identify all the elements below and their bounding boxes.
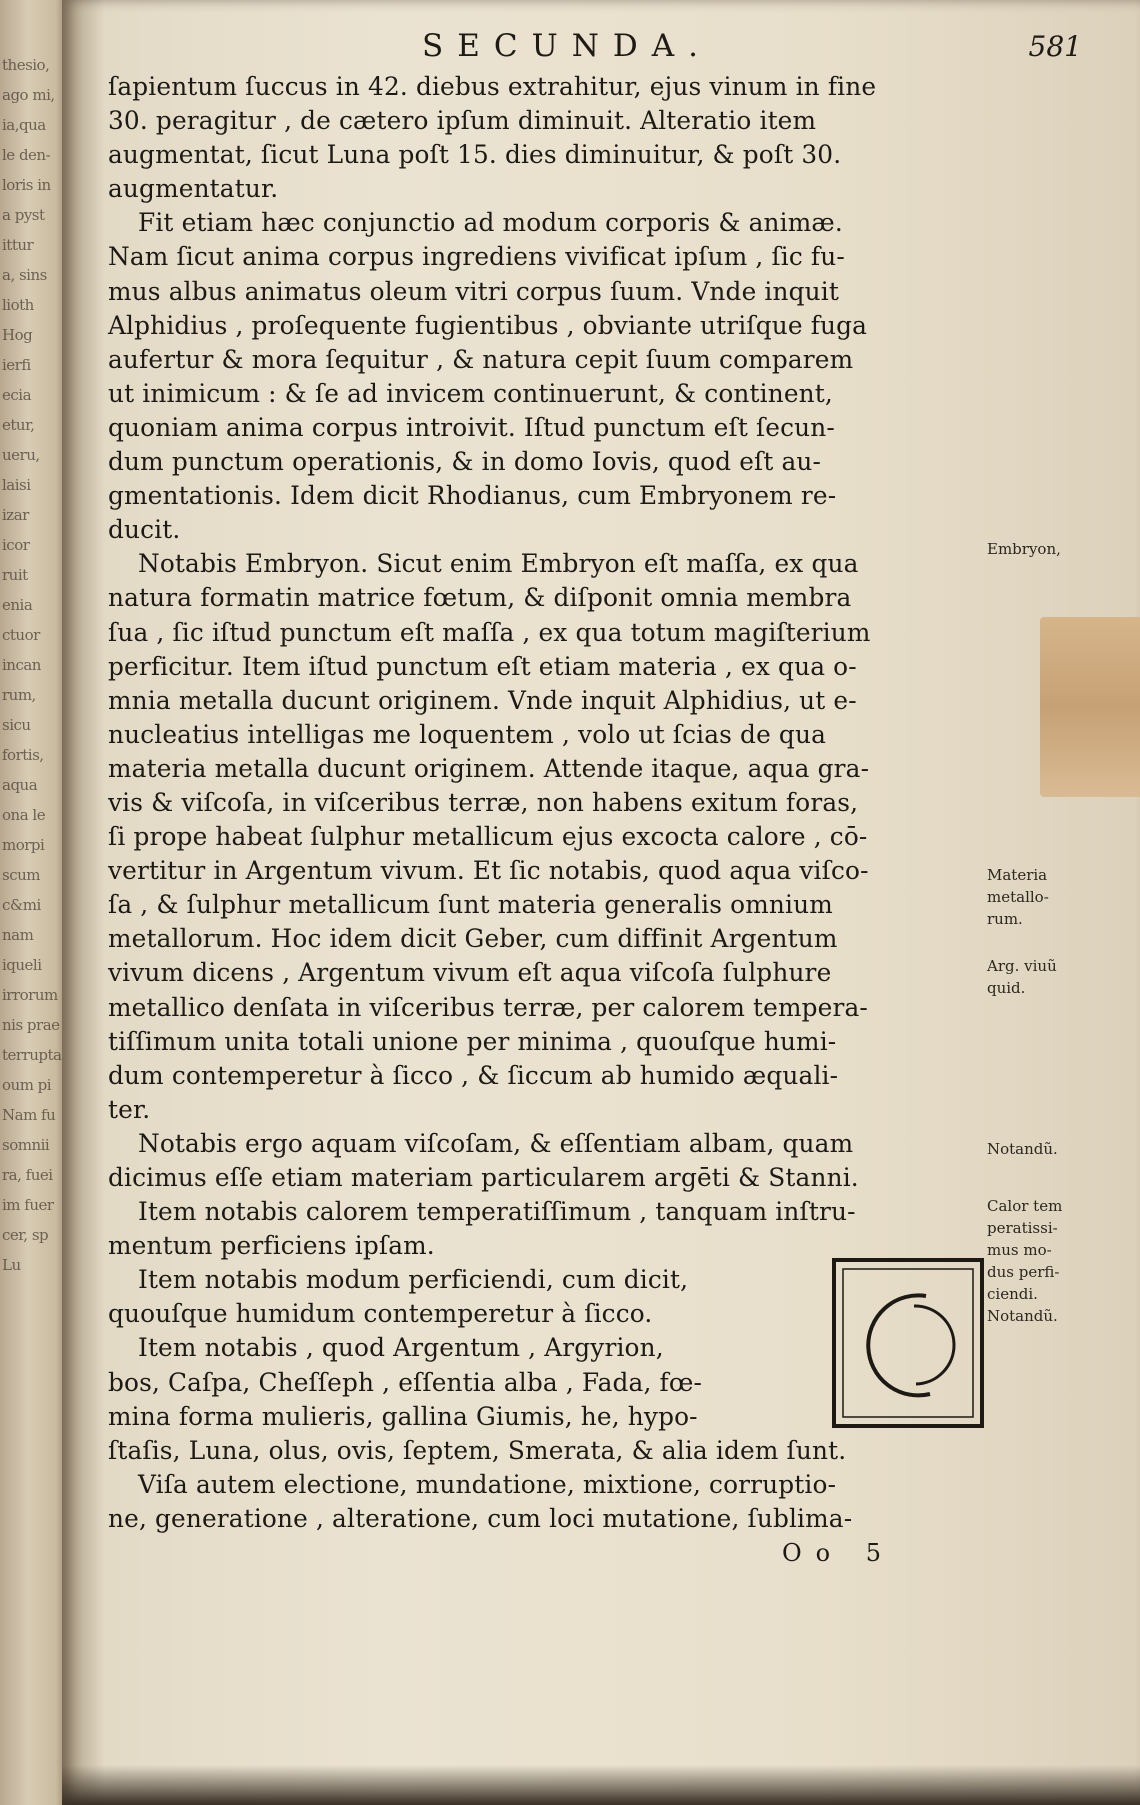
text-line: natura formatin matrice fœtum, & diſponit omnia membra <box>108 583 852 613</box>
paragraph-8 <box>108 1468 908 1536</box>
gutter-fragment: somnii <box>2 1136 50 1154</box>
gutter-fragment: ia,qua <box>2 116 46 134</box>
gutter-fragment: ierfi <box>2 356 31 374</box>
gutter-fragment: nam <box>2 926 34 944</box>
gutter-fragment: fortis, <box>2 746 44 764</box>
paper-tab-marker <box>1040 617 1140 797</box>
margin-note-argentum: Arg. viuũ quid. <box>987 957 1057 997</box>
text-line: vertitur in Argentum vivum. Et ſic notabis, quod aqua viſco- <box>108 856 869 886</box>
text-line: metallico denſata in viſceribus terræ, per calorem tempera- <box>108 992 868 1022</box>
text-line: Item notabis modum perficiendi, cum dicit, <box>138 1265 689 1295</box>
facing-page-edge <box>0 0 70 1805</box>
gutter-fragment: nis prae <box>2 1016 60 1034</box>
margin-note-embryon: Embryon, <box>987 540 1061 558</box>
text-line: bos, Caſpa, Cheſſeph , eſſentia alba , Fada, fœ- <box>108 1367 703 1397</box>
gutter-fragment: lioth <box>2 296 34 314</box>
text-line: metallorum. Hoc idem dicit Geber, cum diffinit Argentum <box>108 924 838 954</box>
text-line: 30. peragitur , de cætero ipſum diminuit. Alteratio item <box>108 106 817 136</box>
text-line: Fit etiam hæc conjunctio ad modum corporis & animæ. <box>138 208 843 238</box>
text-line: mentum perficiens ipſam. <box>108 1231 435 1261</box>
text-line: augmentat, ſicut Luna poſt 15. dies diminuitur, & poſt 30. <box>108 140 842 170</box>
gutter-fragment: laisi <box>2 476 31 494</box>
gutter-fragment: ra, fuei <box>2 1166 53 1184</box>
text-line: mus albus animatus oleum vitri corpus ſuum. Vnde inquit <box>108 276 839 306</box>
gutter-fragment: morpi <box>2 836 45 854</box>
gutter-text-fragments <box>2 50 66 1280</box>
text-line: ter. <box>108 1094 151 1124</box>
gutter-fragment: etur, <box>2 416 35 434</box>
gutter-fragment: cer, sp <box>2 1226 49 1244</box>
gutter-fragment: thesio, <box>2 56 50 74</box>
text-line: augmentatur. <box>108 174 279 204</box>
text-line: Nam ſicut anima corpus ingrediens vivificat ipſum , ſic fu- <box>108 242 845 272</box>
text-line: perficitur. Item iſtud punctum eſt etiam materia , ex qua o- <box>108 651 857 681</box>
text-line: ſtaſis, Luna, olus, ovis, ſeptem, Smerata, & alia idem ſunt. <box>108 1435 847 1465</box>
text-line: ut inimicum : & ſe ad invicem continuerunt, & continent, <box>108 378 833 408</box>
gutter-fragment: iqueli <box>2 956 42 974</box>
text-line: quouſque humidum contemperetur à ſicco. <box>108 1299 653 1329</box>
gutter-fragment: a, sins <box>2 266 47 284</box>
gutter-fragment: im fuer <box>2 1196 54 1214</box>
page-header <box>122 28 1140 68</box>
gutter-fragment: aqua <box>2 776 38 794</box>
text-line: materia metalla ducunt originem. Attende itaque, aqua gra- <box>108 753 870 783</box>
paragraph-6 <box>108 1263 748 1331</box>
gutter-fragment: irrorum <box>2 986 58 1004</box>
gutter-fragment: sicu <box>2 716 31 734</box>
text-line: ſa , & ſulphur metallicum ſunt materia generalis omnium <box>108 890 833 920</box>
gutter-fragment: loris in <box>2 176 51 194</box>
gutter-fragment: le den- <box>2 146 51 164</box>
gutter-fragment: a pyst <box>2 206 45 224</box>
body-text <box>108 70 908 1536</box>
text-line: Item notabis calorem temperatiſſimum , tanquam inſtru- <box>138 1197 856 1227</box>
gutter-fragment: ago mi, <box>2 86 55 104</box>
text-line: vis & viſcoſa, in viſceribus terræ, non habens exitum foras, <box>108 787 859 817</box>
text-line: dum contemperetur à ſicco , & ſiccum ab humido æquali- <box>108 1060 839 1090</box>
paragraph-5 <box>108 1195 908 1263</box>
page-number: 581 <box>1028 30 1082 63</box>
paragraph-1 <box>108 70 908 206</box>
text-line: ne, generatione , alteratione, cum loci mutatione, ſublima- <box>108 1503 853 1533</box>
text-line: ſua , ſic iſtud punctum eſt maſſa , ex qua totum magiſterium <box>108 617 871 647</box>
gutter-fragment: c&mi <box>2 896 41 914</box>
gutter-fragment: incan <box>2 656 41 674</box>
gutter-fragment: ecia <box>2 386 32 404</box>
gutter-fragment: rum, <box>2 686 36 704</box>
margin-note-notandum: Notandũ. <box>987 1140 1058 1158</box>
margin-note-materia: Materia metallo- rum. <box>987 866 1049 928</box>
gutter-fragment: ctuor <box>2 626 40 644</box>
text-line: vivum dicens , Argentum vivum eſt aqua viſcoſa ſulphure <box>108 958 832 988</box>
gutter-fragment: scum <box>2 866 40 884</box>
gutter-fragment: ona le <box>2 806 46 824</box>
text-line: tiſſimum unita totali unione per minima , quouſque humi- <box>108 1026 837 1056</box>
text-line: Viſa autem electione, mundatione, mixtione, corruptio- <box>138 1469 837 1499</box>
text-line: dicimus eſſe etiam materiam particularem argēti & Stanni. <box>108 1163 859 1192</box>
text-line: Notabis Embryon. Sicut enim Embryon eſt maſſa, ex qua <box>138 549 859 579</box>
paragraph-7 <box>108 1331 908 1467</box>
text-line: mnia metalla ducunt originem. Vnde inquit Alphidius, ut e- <box>108 685 857 715</box>
text-line: mina forma mulieris, gallina Giumis, he, hypo- <box>108 1401 698 1431</box>
text-line: nucleatius intelligas me loquentem , volo ut ſcias de qua <box>108 719 826 749</box>
text-line: ſapientum ſuccus in 42. diebus extrahitur, ejus vinum in fine <box>108 72 877 101</box>
paragraph-3 <box>108 547 908 1127</box>
text-line: aufertur & mora ſequitur , & natura cepit ſuum comparem <box>108 344 854 374</box>
text-line: ducit. <box>108 515 181 545</box>
paragraph-2 <box>108 206 908 547</box>
text-line: dum punctum operationis, & in domo Iovis, quod eſt au- <box>108 447 822 477</box>
catchword: Oo 5 <box>782 1539 896 1567</box>
gutter-fragment: ueru, <box>2 446 40 464</box>
paragraph-4 <box>108 1127 908 1195</box>
text-line: gmentationis. Idem dicit Rhodianus, cum Embryonem re- <box>108 481 837 511</box>
gutter-fragment: Lu <box>2 1256 21 1274</box>
running-head: SECUNDA. <box>422 28 712 64</box>
gutter-fragment: Nam fu <box>2 1106 56 1124</box>
gutter-fragment: izar <box>2 506 29 524</box>
margin-note-calor: Calor tem peratissi- mus mo- dus perfi- ciendi. Notandũ. <box>987 1197 1063 1325</box>
text-line: ſi prope habeat ſulphur metallicum ejus excocta calore , cō- <box>108 822 868 852</box>
gutter-fragment: terrupta <box>2 1046 62 1064</box>
gutter-fragment: icor <box>2 536 30 554</box>
text-line: Alphidius , proſequente fugientibus , obviante utriſque fuga <box>108 310 868 340</box>
gutter-fragment: oum pi <box>2 1076 52 1094</box>
gutter-fragment: ruit <box>2 566 28 584</box>
text-line: Item notabis , quod Argentum , Argyrion, <box>138 1333 664 1363</box>
gutter-fragment: ittur <box>2 236 34 254</box>
gutter-fragment: Hog <box>2 326 33 344</box>
text-line: quoniam anima corpus introivit. Iſtud punctum eſt ſecun- <box>108 412 835 442</box>
gutter-fragment: enia <box>2 596 33 614</box>
text-line: Notabis ergo aquam viſcoſam, & eſſentiam albam, quam <box>138 1128 854 1158</box>
